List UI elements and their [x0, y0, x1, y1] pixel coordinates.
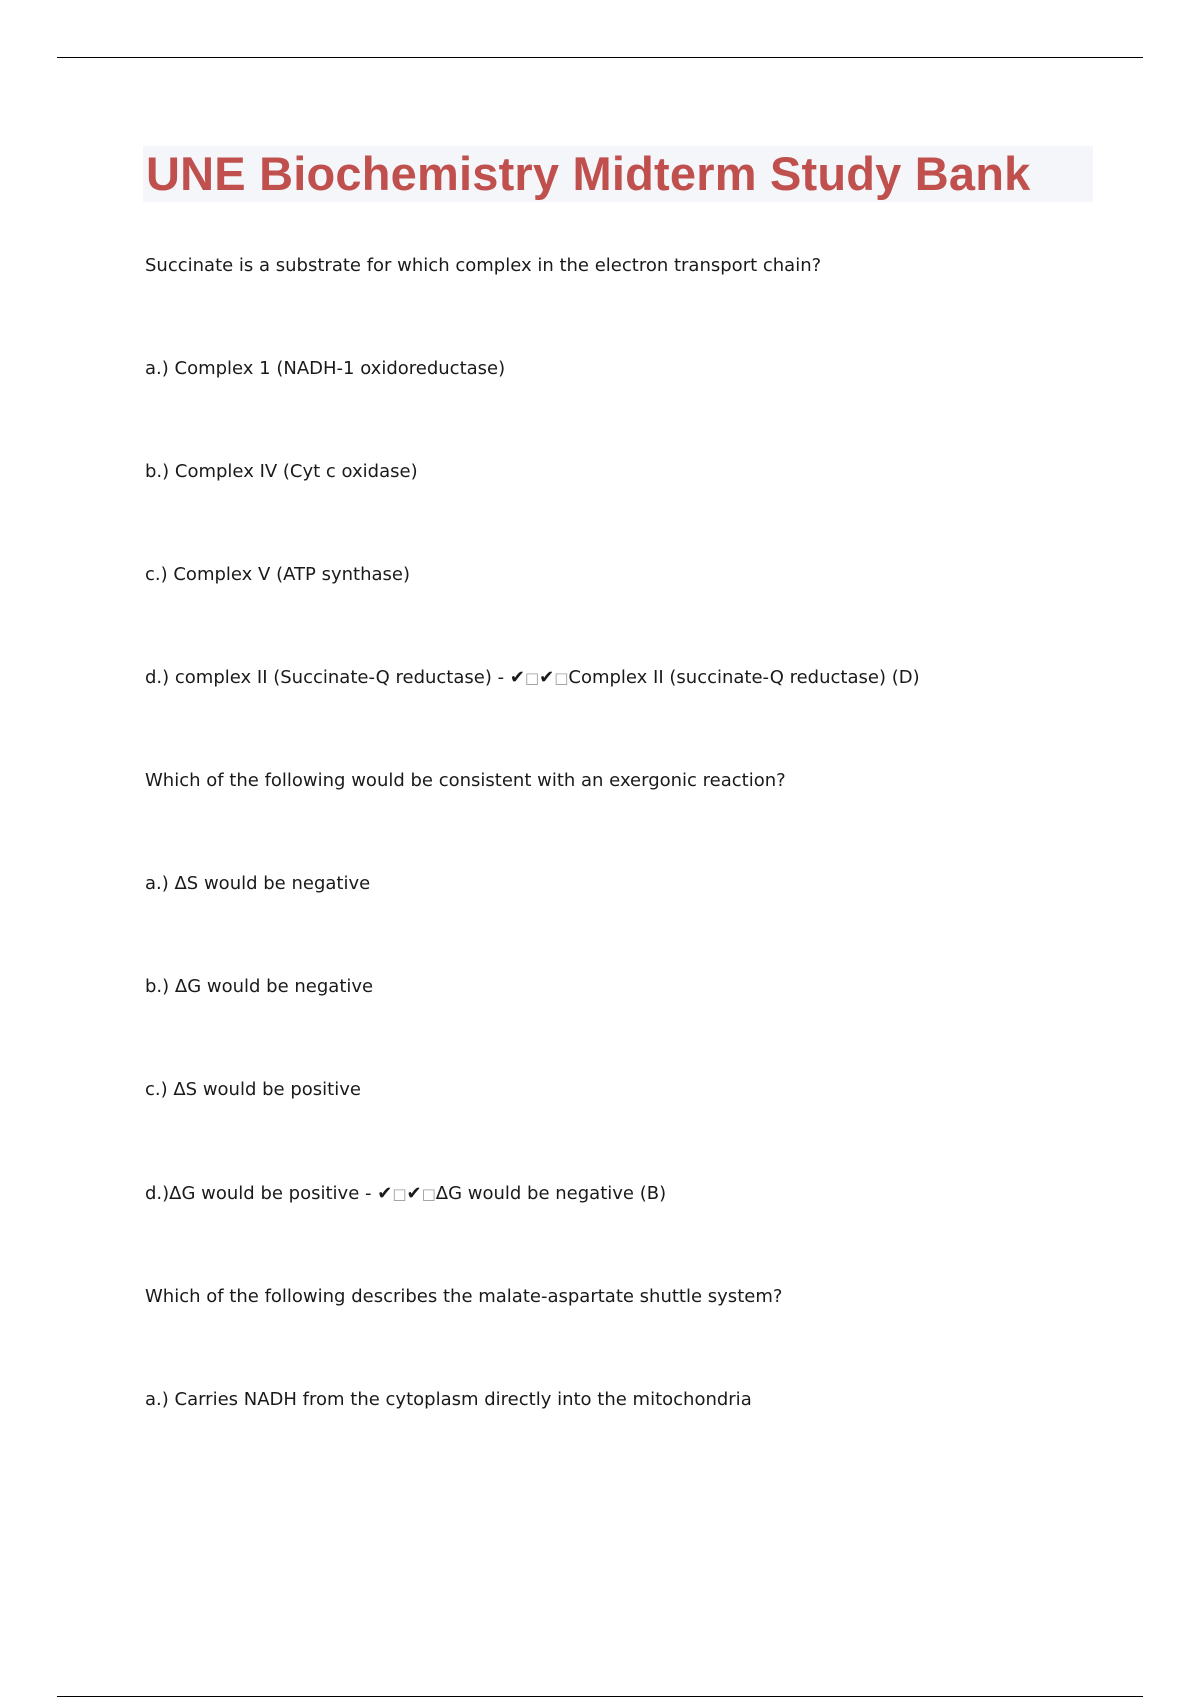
box-glyph: □: [554, 669, 569, 687]
question-2-option-c: c.) ΔS would be positive: [145, 1079, 361, 1100]
option-d-text: d.)ΔG would be positive -: [145, 1183, 378, 1204]
question-1-option-d-with-answer: [145, 666, 920, 690]
question-2-option-d-with-answer: [145, 1182, 666, 1206]
header-rule: [57, 57, 1143, 58]
option-d-text: d.) complex II (Succinate-Q reductase) -: [145, 667, 510, 688]
question-3: Which of the following describes the malate-aspartate shuttle system?: [145, 1286, 783, 1307]
box-glyph: □: [524, 669, 540, 687]
box-glyph: □: [392, 1185, 407, 1203]
check-mark-icon: ✔: [377, 1183, 393, 1204]
answer-text: Complex II (succinate-Q reductase) (D): [568, 667, 920, 688]
answer-text: ΔG would be negative (B): [435, 1183, 667, 1204]
check-mark-icon: ✔: [539, 667, 555, 688]
question-2-option-a: a.) ΔS would be negative: [145, 873, 371, 894]
check-mark-icon: ✔: [406, 1183, 422, 1204]
check-mark-icon: ✔: [509, 667, 525, 688]
question-1: Succinate is a substrate for which complex in the electron transport chain?: [145, 255, 822, 276]
question-3-option-a: a.) Carries NADH from the cytoplasm directly into the mitochondria: [145, 1389, 752, 1410]
question-1-option-a: a.) Complex 1 (NADH-1 oxidoreductase): [145, 358, 506, 379]
footer-rule: [57, 1696, 1143, 1697]
box-glyph: □: [421, 1185, 436, 1203]
question-2-option-b: b.) ΔG would be negative: [145, 976, 374, 997]
question-2: Which of the following would be consistent with an exergonic reaction?: [145, 770, 786, 791]
question-1-option-c: c.) Complex V (ATP synthase): [145, 564, 410, 585]
document-title: UNE Biochemistry Midterm Study Bank: [146, 147, 1031, 200]
question-1-option-b: b.) Complex IV (Cyt c oxidase): [145, 461, 418, 482]
